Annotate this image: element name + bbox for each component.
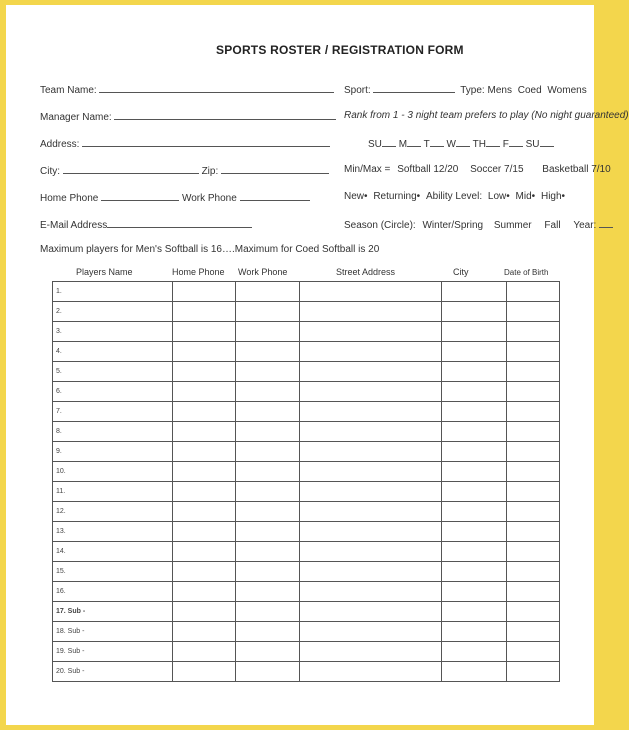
address-label: Address:: [40, 139, 80, 150]
player-name-cell[interactable]: 17. Sub -: [53, 602, 173, 622]
table-row: [53, 502, 560, 522]
header-home-phone: Home Phone: [172, 267, 225, 277]
table-row: [53, 662, 560, 682]
day-th-label: TH: [472, 139, 486, 150]
table-cell[interactable]: [300, 462, 442, 482]
table-cell[interactable]: [173, 462, 236, 482]
season-row: [344, 218, 613, 231]
player-name-cell[interactable]: 9.: [53, 442, 173, 462]
header-date-of-birth: Date of Birth: [504, 268, 549, 277]
table-cell[interactable]: [507, 282, 560, 302]
header-players-name: Players Name: [76, 267, 133, 277]
day-t-line[interactable]: [430, 137, 444, 147]
player-name-cell[interactable]: 1.: [53, 282, 173, 302]
table-cell[interactable]: [507, 602, 560, 622]
table-row: [53, 462, 560, 482]
table-row: [53, 322, 560, 342]
table-cell[interactable]: [300, 282, 442, 302]
table-cell[interactable]: [442, 642, 507, 662]
table-cell[interactable]: [236, 342, 300, 362]
player-name-cell[interactable]: 13.: [53, 522, 173, 542]
table-row: [53, 362, 560, 382]
manager-name-field: [40, 110, 336, 123]
softball-limit: Softball 12/20: [397, 164, 459, 175]
day-m-label: M: [398, 139, 408, 150]
table-cell[interactable]: [300, 302, 442, 322]
table-cell[interactable]: [173, 582, 236, 602]
table-cell[interactable]: [300, 322, 442, 342]
winter-spring-option[interactable]: Winter/Spring: [422, 220, 484, 231]
table-cell[interactable]: [236, 502, 300, 522]
table-cell[interactable]: [236, 562, 300, 582]
table-cell[interactable]: [173, 422, 236, 442]
header-work-phone: Work Phone: [238, 267, 288, 277]
day-su-line[interactable]: [382, 137, 396, 147]
table-cell[interactable]: [300, 642, 442, 662]
sport-label: Sport:: [344, 85, 371, 96]
table-cell[interactable]: [300, 582, 442, 602]
table-cell[interactable]: [236, 662, 300, 682]
table-cell[interactable]: [507, 642, 560, 662]
table-cell[interactable]: [442, 402, 507, 422]
womens-option[interactable]: Womens: [547, 85, 587, 96]
table-cell[interactable]: [173, 362, 236, 382]
player-name-cell[interactable]: 18. Sub -: [53, 622, 173, 642]
basketball-limit: Basketball 7/10: [542, 164, 611, 175]
city-input-line[interactable]: [63, 164, 199, 174]
table-row: [53, 622, 560, 642]
table-cell[interactable]: [236, 322, 300, 342]
manager-name-input-line[interactable]: [114, 110, 336, 120]
table-row: [53, 382, 560, 402]
team-name-label: Team Name:: [40, 85, 97, 96]
table-cell[interactable]: [507, 322, 560, 342]
table-row: [53, 602, 560, 622]
table-cell[interactable]: [507, 582, 560, 602]
table-cell[interactable]: [507, 302, 560, 322]
table-cell[interactable]: [442, 442, 507, 462]
table-row: [53, 342, 560, 362]
header-city: City: [453, 267, 469, 277]
day-th-line[interactable]: [486, 137, 500, 147]
table-cell[interactable]: [442, 382, 507, 402]
player-name-cell[interactable]: 11.: [53, 482, 173, 502]
table-cell[interactable]: [442, 482, 507, 502]
returning-bullet-icon: •: [416, 191, 421, 202]
table-cell[interactable]: [442, 322, 507, 342]
table-row: [53, 542, 560, 562]
player-name-cell[interactable]: 3.: [53, 322, 173, 342]
player-name-cell[interactable]: 8.: [53, 422, 173, 442]
table-cell[interactable]: [507, 462, 560, 482]
sport-type-field: [344, 83, 587, 96]
player-name-cell[interactable]: 10.: [53, 462, 173, 482]
team-name-input-line[interactable]: [99, 83, 334, 93]
table-cell[interactable]: [442, 522, 507, 542]
table-row: [53, 402, 560, 422]
table-cell[interactable]: [300, 482, 442, 502]
table-cell[interactable]: [173, 302, 236, 322]
table-cell[interactable]: [173, 562, 236, 582]
day-su2-line[interactable]: [540, 137, 554, 147]
player-name-cell[interactable]: 6.: [53, 382, 173, 402]
year-label: Year:: [573, 220, 597, 231]
table-cell[interactable]: [300, 562, 442, 582]
new-option[interactable]: New: [344, 191, 365, 202]
table-cell[interactable]: [300, 602, 442, 622]
table-cell[interactable]: [236, 282, 300, 302]
table-cell[interactable]: [236, 402, 300, 422]
zip-label: Zip:: [201, 166, 219, 177]
registration-form-page: [6, 5, 629, 725]
day-f-label: F: [502, 139, 509, 150]
table-cell[interactable]: [300, 442, 442, 462]
table-cell[interactable]: [507, 342, 560, 362]
table-cell[interactable]: [442, 462, 507, 482]
high-option[interactable]: High: [540, 191, 562, 202]
table-cell[interactable]: [236, 582, 300, 602]
table-cell[interactable]: [442, 502, 507, 522]
fall-option[interactable]: Fall: [544, 220, 561, 231]
table-cell[interactable]: [173, 662, 236, 682]
day-f-line[interactable]: [509, 137, 523, 147]
table-cell[interactable]: [507, 362, 560, 382]
table-row: [53, 562, 560, 582]
table-cell[interactable]: [300, 502, 442, 522]
table-cell[interactable]: [300, 402, 442, 422]
table-row: [53, 282, 560, 302]
day-m-line[interactable]: [407, 137, 421, 147]
roster-table: [52, 281, 560, 682]
table-cell[interactable]: [300, 542, 442, 562]
day-t-label: T: [423, 139, 430, 150]
table-cell[interactable]: [173, 542, 236, 562]
table-row: [53, 582, 560, 602]
table-cell[interactable]: [300, 362, 442, 382]
low-bullet-icon: •: [506, 191, 510, 202]
summer-option[interactable]: Summer: [493, 220, 532, 231]
table-cell[interactable]: [236, 382, 300, 402]
day-w-line[interactable]: [456, 137, 470, 147]
player-name-cell[interactable]: 7.: [53, 402, 173, 422]
table-row: [53, 522, 560, 542]
player-name-cell[interactable]: 5.: [53, 362, 173, 382]
day-su2-label: SU: [525, 139, 540, 150]
player-name-cell[interactable]: 19. Sub -: [53, 642, 173, 662]
table-row: [53, 482, 560, 502]
player-name-cell[interactable]: 20. Sub -: [53, 662, 173, 682]
table-cell[interactable]: [442, 542, 507, 562]
table-cell[interactable]: [442, 582, 507, 602]
manager-name-label: Manager Name:: [40, 112, 112, 123]
table-cell[interactable]: [442, 662, 507, 682]
table-cell[interactable]: [236, 642, 300, 662]
table-cell[interactable]: [507, 442, 560, 462]
sport-input-line[interactable]: [373, 83, 455, 93]
table-cell[interactable]: [442, 282, 507, 302]
table-cell[interactable]: [507, 482, 560, 502]
player-name-cell[interactable]: 14.: [53, 542, 173, 562]
table-cell[interactable]: [173, 322, 236, 342]
address-field: [40, 137, 330, 150]
home-phone-label: Home Phone: [40, 193, 99, 204]
email-field: [40, 218, 252, 231]
email-label: E-Mail Address: [40, 220, 108, 231]
high-bullet-icon: •: [561, 191, 566, 202]
table-cell[interactable]: [442, 622, 507, 642]
day-su-label: SU: [368, 139, 382, 150]
header-street-address: Street Address: [336, 267, 396, 277]
max-players-note: Maximum players for Men's Softball is 16….Maximum for Coed Softball is 20: [40, 244, 380, 255]
mid-option[interactable]: Mid: [515, 191, 532, 202]
work-phone-input-line[interactable]: [240, 191, 310, 201]
table-cell[interactable]: [173, 602, 236, 622]
table-cell[interactable]: [236, 602, 300, 622]
zip-input-line[interactable]: [221, 164, 329, 174]
table-row: [53, 442, 560, 462]
table-row: [53, 302, 560, 322]
coed-option[interactable]: Coed: [517, 85, 542, 96]
rank-note: Rank from 1 - 3 night team prefers to play (No night guaranteed): [344, 110, 629, 121]
table-cell[interactable]: [507, 382, 560, 402]
table-cell[interactable]: [507, 402, 560, 422]
mid-bullet-icon: •: [531, 191, 536, 202]
season-label: Season (Circle):: [344, 220, 416, 231]
phone-field: [40, 191, 310, 204]
table-cell[interactable]: [173, 622, 236, 642]
year-input-line[interactable]: [599, 218, 613, 228]
table-cell[interactable]: [507, 542, 560, 562]
table-cell[interactable]: [173, 342, 236, 362]
returning-option[interactable]: Returning: [373, 191, 417, 202]
form-title: SPORTS ROSTER / REGISTRATION FORM: [216, 43, 464, 57]
table-cell[interactable]: [236, 622, 300, 642]
table-cell[interactable]: [507, 422, 560, 442]
player-name-cell[interactable]: 12.: [53, 502, 173, 522]
table-cell[interactable]: [300, 662, 442, 682]
table-cell[interactable]: [442, 602, 507, 622]
table-cell[interactable]: [507, 522, 560, 542]
table-cell[interactable]: [442, 562, 507, 582]
home-phone-input-line[interactable]: [101, 191, 179, 201]
table-cell[interactable]: [173, 502, 236, 522]
day-w-label: W: [446, 139, 456, 150]
team-name-field: [40, 83, 334, 96]
table-cell[interactable]: [442, 362, 507, 382]
table-cell[interactable]: [507, 622, 560, 642]
days-rank-row: [368, 137, 554, 150]
address-input-line[interactable]: [82, 137, 330, 147]
table-cell[interactable]: [442, 422, 507, 442]
table-cell[interactable]: [173, 442, 236, 462]
status-ability-row: [344, 191, 565, 202]
player-name-cell[interactable]: 15.: [53, 562, 173, 582]
table-cell[interactable]: [300, 622, 442, 642]
table-cell[interactable]: [300, 422, 442, 442]
city-label: City:: [40, 166, 60, 177]
roster-body: [53, 282, 560, 682]
table-cell[interactable]: [173, 522, 236, 542]
table-row: [53, 642, 560, 662]
table-cell[interactable]: [236, 422, 300, 442]
table-cell[interactable]: [236, 482, 300, 502]
table-cell[interactable]: [236, 462, 300, 482]
player-name-cell[interactable]: 16.: [53, 582, 173, 602]
table-cell[interactable]: [300, 522, 442, 542]
table-cell[interactable]: [236, 522, 300, 542]
player-name-cell[interactable]: 4.: [53, 342, 173, 362]
low-option[interactable]: Low: [487, 191, 507, 202]
table-cell[interactable]: [173, 482, 236, 502]
table-cell[interactable]: [507, 662, 560, 682]
email-input-line[interactable]: [107, 218, 252, 228]
table-cell[interactable]: [442, 342, 507, 362]
table-cell[interactable]: [442, 302, 507, 322]
table-cell[interactable]: [173, 282, 236, 302]
table-cell[interactable]: [173, 402, 236, 422]
table-cell[interactable]: [173, 642, 236, 662]
table-cell[interactable]: [236, 442, 300, 462]
work-phone-label: Work Phone: [181, 193, 237, 204]
table-cell[interactable]: [300, 382, 442, 402]
ability-level-label: Ability Level:: [425, 191, 483, 202]
table-cell[interactable]: [507, 502, 560, 522]
city-zip-field: [40, 164, 329, 177]
table-cell[interactable]: [236, 542, 300, 562]
table-cell[interactable]: [236, 302, 300, 322]
soccer-limit: Soccer 7/15: [470, 164, 524, 175]
table-cell[interactable]: [507, 562, 560, 582]
table-cell[interactable]: [300, 342, 442, 362]
table-row: [53, 422, 560, 442]
table-cell[interactable]: [236, 362, 300, 382]
player-name-cell[interactable]: 2.: [53, 302, 173, 322]
min-max-row: [344, 164, 611, 175]
new-bullet-icon: •: [364, 191, 368, 202]
minmax-label: Min/Max =: [344, 164, 391, 175]
table-cell[interactable]: [173, 382, 236, 402]
type-mens-option[interactable]: Type: Mens: [460, 85, 512, 96]
